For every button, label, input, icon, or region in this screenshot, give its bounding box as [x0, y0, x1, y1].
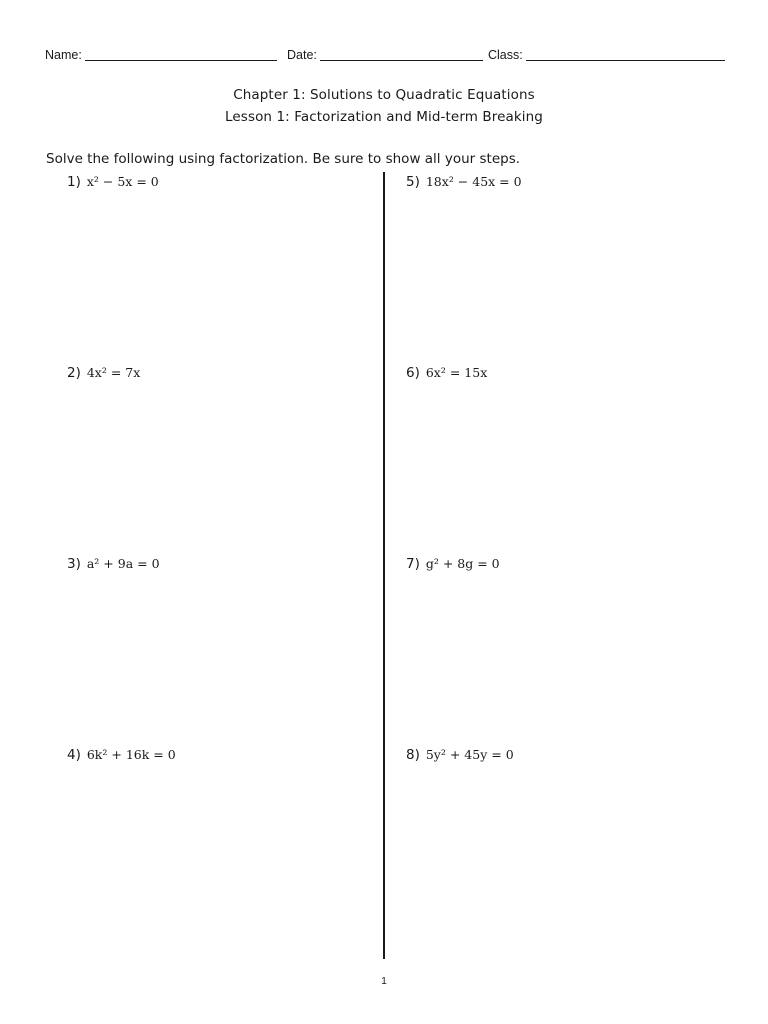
problem-number: 1) — [67, 174, 81, 190]
problem-number: 4) — [67, 747, 81, 763]
problem-7 — [406, 556, 500, 572]
name-blank[interactable] — [85, 48, 277, 61]
problem-2 — [67, 365, 140, 381]
date-blank[interactable] — [320, 48, 483, 61]
column-divider — [383, 172, 385, 959]
problem-equation: 18x² − 45x = 0 — [425, 174, 522, 189]
class-blank[interactable] — [526, 48, 725, 61]
problem-6 — [406, 365, 487, 381]
problem-number: 6) — [406, 365, 420, 381]
problem-equation: x² − 5x = 0 — [86, 174, 159, 189]
class-label: Class: — [488, 48, 523, 62]
lesson-title: Lesson 1: Factorization and Mid-term Breaking — [225, 109, 543, 125]
chapter-title: Chapter 1: Solutions to Quadratic Equations — [233, 87, 535, 103]
problem-1 — [67, 174, 159, 190]
problem-8 — [406, 747, 514, 763]
problem-4 — [67, 747, 176, 763]
problem-number: 8) — [406, 747, 420, 763]
problem-equation: g² + 8g = 0 — [425, 556, 500, 571]
page-number: 1 — [381, 976, 387, 987]
problem-equation: 5y² + 45y = 0 — [425, 747, 514, 762]
date-label: Date: — [287, 48, 317, 62]
class-field[interactable] — [488, 48, 725, 62]
problem-equation: a² + 9a = 0 — [86, 556, 160, 571]
problem-equation: 4x² = 7x — [86, 365, 141, 380]
problem-equation: 6k² + 16k = 0 — [86, 747, 176, 762]
problem-5 — [406, 174, 522, 190]
problem-number: 7) — [406, 556, 420, 572]
date-field[interactable] — [287, 48, 483, 62]
problem-equation: 6x² = 15x — [425, 365, 488, 380]
problem-number: 5) — [406, 174, 420, 190]
problem-number: 3) — [67, 556, 81, 572]
problem-number: 2) — [67, 365, 81, 381]
instructions: Solve the following using factorization. Be sure to show all your steps. — [46, 151, 521, 167]
name-label: Name: — [45, 48, 82, 62]
problem-3 — [67, 556, 160, 572]
name-field[interactable] — [45, 48, 277, 62]
